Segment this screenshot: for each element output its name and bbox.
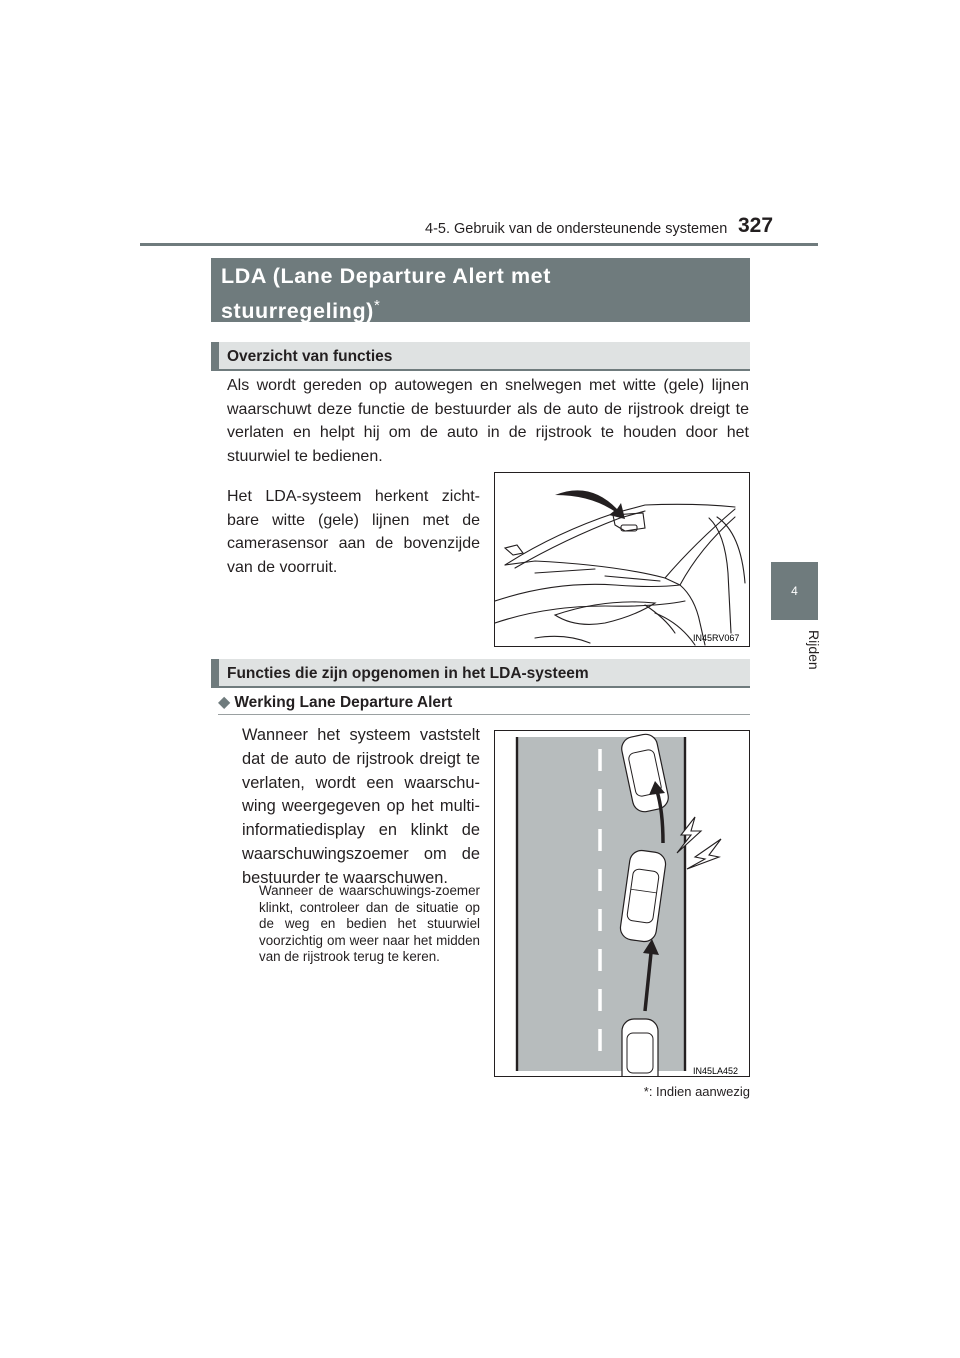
diamond-icon: ◆ xyxy=(218,694,231,711)
figure-windshield-camera xyxy=(494,472,750,647)
footnote-text: : Indien aanwezig xyxy=(648,1084,750,1099)
figure-lane-departure xyxy=(494,730,750,1077)
bullet-rule xyxy=(218,714,750,715)
page-number: 327 xyxy=(738,214,774,237)
windshield-illustration xyxy=(495,473,749,646)
bullet-heading-text: Werking Lane Departure Alert xyxy=(234,694,453,711)
note-paragraph: Wanneer de waarschuwings-zoemer klinkt, controleer dan de situatie op de weg en bedien het stuurwiel voorzichtig om weer naar het midden van de rijstrook terug te keren. xyxy=(259,883,480,965)
chapter-name: Rijden xyxy=(806,630,822,670)
camera-paragraph: Het LDA-systeem herkent zicht-bare witte (gele) lijnen met de camerasensor aan de bovenzijde van de voorruit. xyxy=(227,488,480,576)
title-asterisk: * xyxy=(373,297,381,314)
footnote xyxy=(580,1084,750,1099)
subheading-overview: Overzicht van functies xyxy=(211,342,750,371)
subheading-lda-functions: Functies die zijn opgenomen in het LDA-systeem xyxy=(211,659,750,688)
section-title-line1: LDA (Lane Departure Alert met xyxy=(221,264,552,288)
footnote-asterisk: * xyxy=(643,1084,649,1099)
running-header: 4-5. Gebruik van de ondersteunende systemen xyxy=(425,221,728,237)
bullet-heading xyxy=(218,692,750,712)
chapter-tab: 4 xyxy=(771,562,818,620)
intro-paragraph: Als wordt gereden op autowegen en snelwegen met witte (gele) lijnen waarschuwt deze functie de bestuurder als de auto de rijstrook dreigt te verlaten en helpt hij om de auto in de rijstrook te houden door het stuurwiel te bedienen. xyxy=(227,377,749,465)
section-title xyxy=(211,258,750,322)
figure-code-2: IN45LA452 xyxy=(693,1066,739,1076)
header-rule xyxy=(140,243,818,246)
lane-departure-illustration xyxy=(495,731,749,1076)
car-icon-bottom xyxy=(622,1019,658,1076)
section-title-line2: stuurregeling) xyxy=(221,299,374,324)
warning-paragraph: Wanneer het systeem vaststelt dat de auto de rijstrook dreigt te verlaten, wordt een waarschu-wing weergegeven op het multi-informatiedisplay en klinkt de waarschuwingszoemer om de bestuurder te waarschuwen. xyxy=(242,726,480,887)
figure-code-1: IN45RV067 xyxy=(693,633,740,643)
